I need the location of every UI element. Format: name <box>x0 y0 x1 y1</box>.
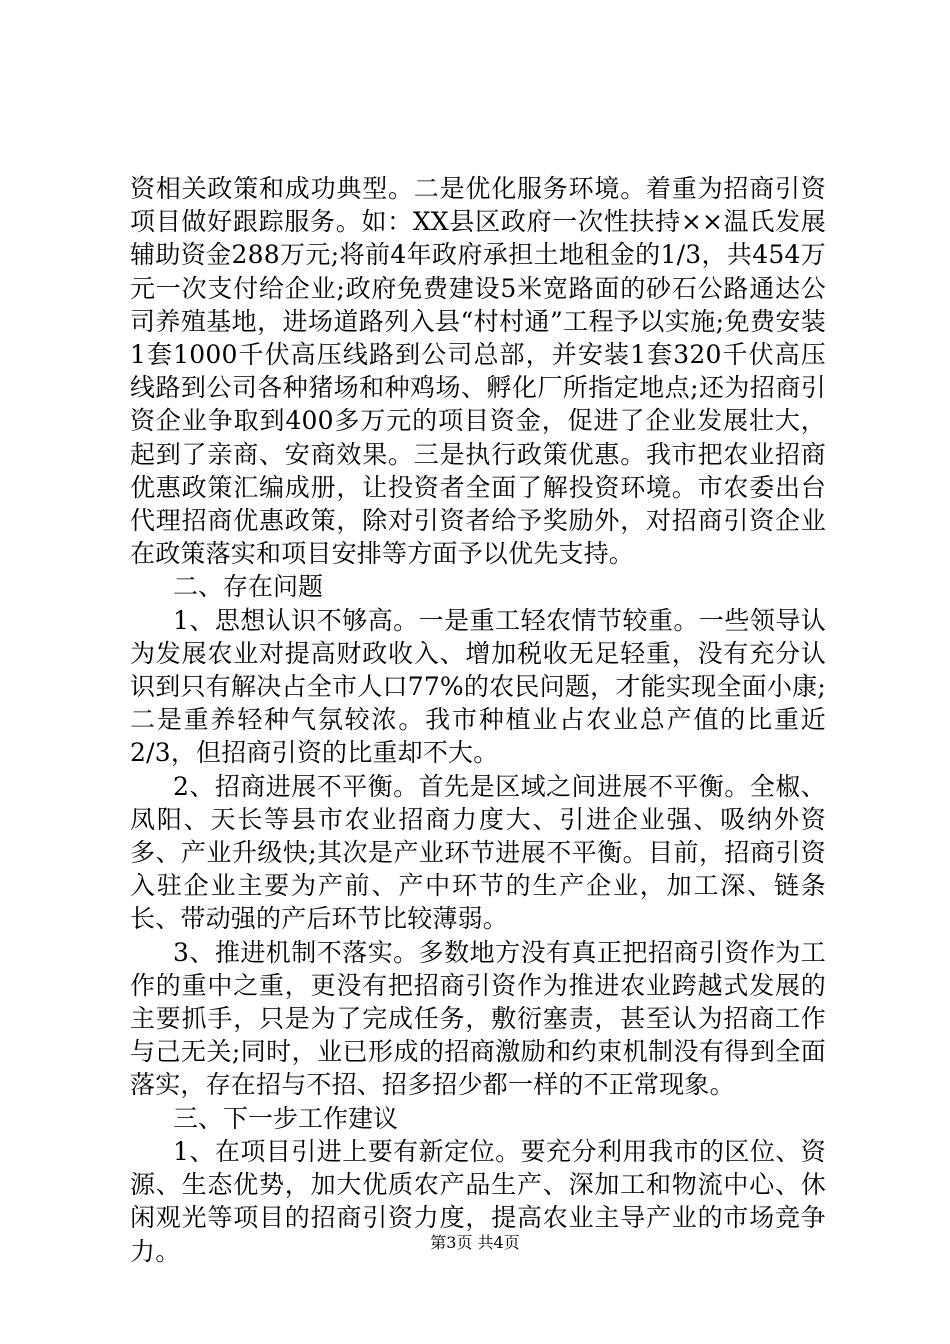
section-heading-suggestions: 三、下一步工作建议 <box>173 1103 399 1133</box>
paragraph-problem-awareness: 1、思想认识不够高。一是重工轻农情节较重。一些领导认为发展农业对提高财政收入、增加税收无足轻重，没有充分认识到只有解决占全市人口77%的农民问题，才能实现全面小康;二是重养轻种气氛较浓。我市种植业占农业总产值的比重近2/3，但招商引资的比重却不大。 <box>130 605 826 768</box>
paragraph-problem-mechanism: 3、推进机制不落实。多数地方没有真正把招商引资作为工作的重中之重，更没有把招商引资作为推进农业跨越式发展的主要抓手，只是为了完成任务，敷衍塞责，甚至认为招商工作与己无关;同时，业已形成的招商激励和约束机制没有得到全面落实，存在招与不招、招多招少都一样的不正常现象。 <box>130 937 826 1100</box>
section-heading-problems: 二、存在问题 <box>173 572 324 602</box>
paragraph-problem-imbalance: 2、招商进展不平衡。首先是区域之间进展不平衡。全椒、凤阳、天长等县市农业招商力度大、引进企业强、吸纳外资多、产业升级快;其次是产业环节进展不平衡。目前，招商引资入驻企业主要为产前、产中环节的生产企业，加工深、链条长、带动强的产后环节比较薄弱。 <box>130 771 826 934</box>
paragraph-policy-continuation: 资相关政策和成功典型。二是优化服务环境。着重为招商引资项目做好跟踪服务。如：XX县区政府一次性扶持××温氏发展辅助资金288万元;将前4年政府承担土地租金的1/3，共454万元一次支付给企业;政府免费建设5米宽路面的砂石公路通达公司养殖基地，进场道路列入县“村村通”工程予以实施;免费安装1套1000千伏高压线路到公司总部，并安装1套320千伏高压线路到公司各种猪场和种鸡场、孵化厂所指定地点;还为招商引资企业争取到400多万元的项目资金，促进了企业发展壮大，起到了亲商、安商效果。三是执行政策优惠。我市把农业招商优惠政策汇编成册，让投资者全面了解投资环境。市农委出台代理招商优惠政策，除对引资者给予奖励外，对招商引资企业在政策落实和项目安排等方面予以优先支持。 <box>130 174 826 569</box>
page-footer: 第3页 共4页 <box>430 1233 520 1252</box>
document-body <box>130 172 826 1268</box>
paragraph-suggestion-positioning: 1、在项目引进上要有新定位。要充分利用我市的区位、资源、生态优势，加大优质农产品生产、深加工和物流中心、休闲观光等项目的招商引资力度，提高农业主导产业的市场竞争力。 <box>130 1136 826 1266</box>
